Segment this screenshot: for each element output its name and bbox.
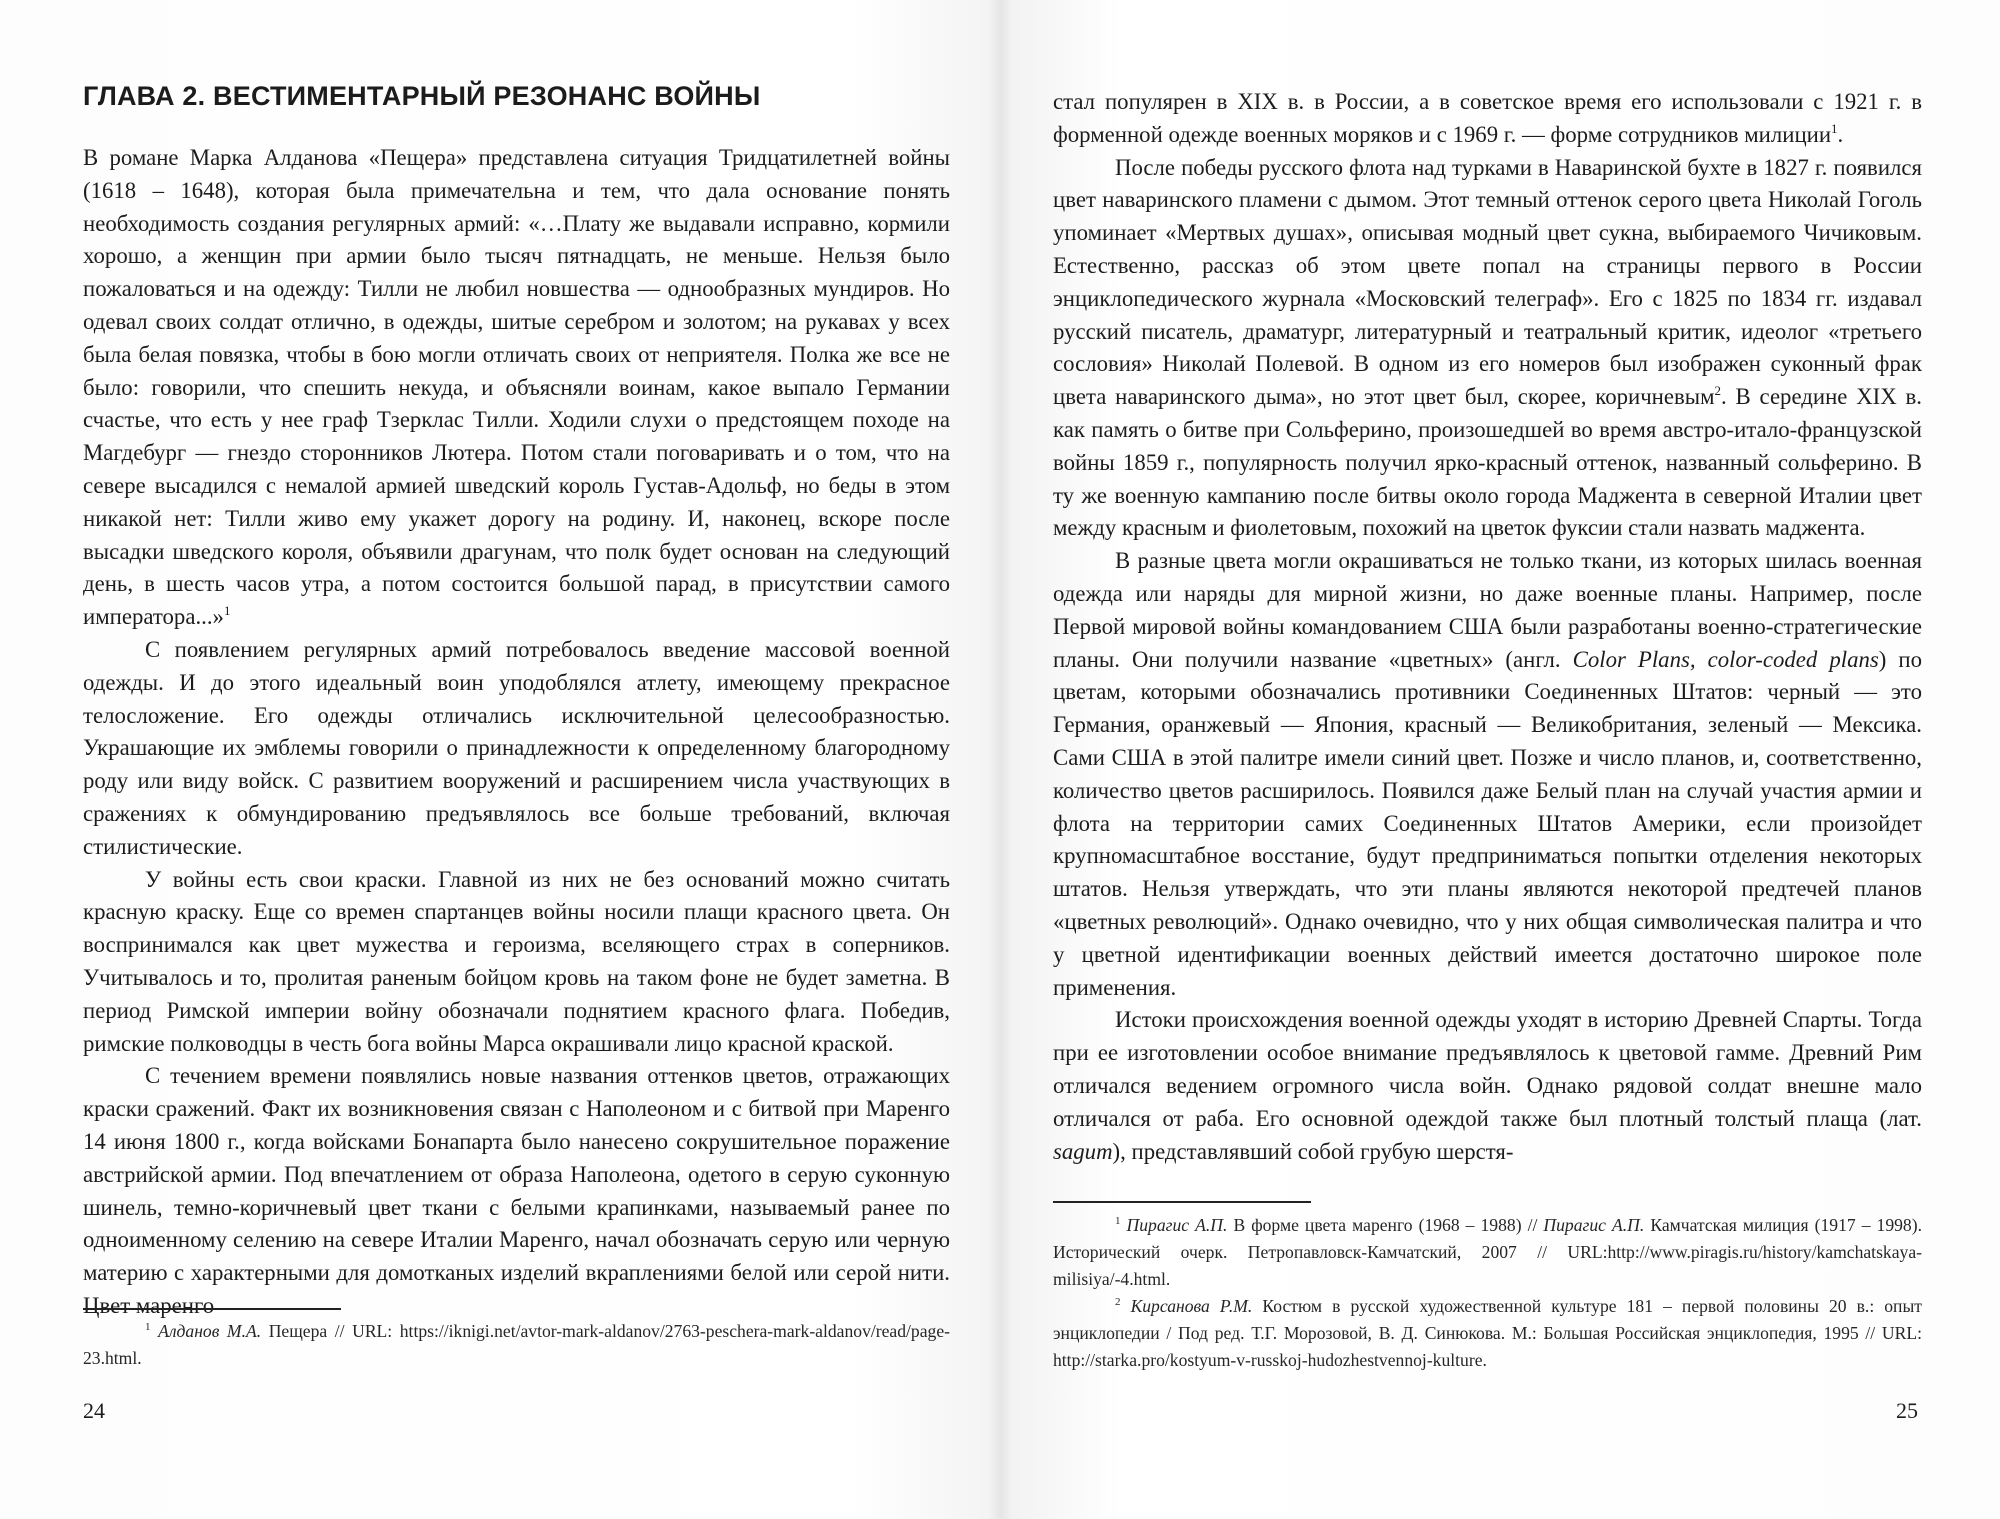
page-number: 25	[1896, 1398, 1918, 1423]
footnote-ref[interactable]: 1	[1831, 120, 1838, 136]
paragraph	[1053, 545, 1922, 1004]
footnote-number: 1	[1115, 1215, 1121, 1227]
paragraph-text: После победы русского флота над турками в Наваринской бухте в 1827 г. появился цвет наваринского пламени с дымом. Этот темный оттенок серого цвета Николай Гоголь упоминает «Мертвых душах», описывая модный цвет сукна, выбираемого Чичиковым. Естественно, рассказ об этом цвете попал на страницы первого в России энциклопедического журнала «Московский телеграф». Его с 1825 по 1834 гг. издавал русский писатель, драматург, литературный и театральный критик, идеолог «третьего сословия» Николай Полевой. В одном из его номеров был изображен суконный фрак цвета наваринского дыма», но этот цвет был, скорее, коричневым	[1053, 154, 1922, 410]
right-page-body	[1053, 86, 1922, 1168]
footnotes	[83, 1318, 950, 1372]
left-page-body	[83, 142, 950, 1323]
page-number: 24	[83, 1398, 105, 1423]
footnote-text: Пещера // URL: https://iknigi.net/avtor-mark-aldanov/2763-peschera-mark-aldanov/read/page-23.html.	[83, 1321, 950, 1368]
footnote	[1053, 1212, 1922, 1293]
footnote-author: Кирсанова Р.М.	[1130, 1296, 1253, 1316]
paragraph-text: стал популярен в XIX в. в России, а в советское время его использовали с 1921 г. в форменной одежде военных моряков и с 1969 г. — форме сотрудников милиции	[1053, 89, 1922, 147]
italic-term: Color Plans, color-coded plans	[1572, 646, 1879, 672]
paragraph-text: В романе Марка Алданова «Пещера» представлена ситуация Тридцатилетней войны (1618 – 1648), которая была примечательна и тем, что дала основание понять необходимость создания регулярных армий: «…Плату же выдавали исправно, кормили хорошо, а женщин при армии было тысяч пятнадцать, не меньше. Нельзя было пожаловаться и на одежду: Тилли не любил новшества — однообразных мундиров. Но одевал своих солдат отлично, в одежды, шитые серебром и золотом; на рукавах у всех была белая повязка, чтобы в бою могли отличать своих от неприятеля. Полка же все не было: говорили, что спешить некуда, и объясняли воинам, какое выпало Германии счастье, что есть у нее граф Тзерклас Тилли. Ходили слухи о предстоящем походе на Магдебург — гнездо сторонников Лютера. Потом стали поговаривать и о том, что на севере высадился с немалой армией шведский король Густав-Адольф, но беды в этом никакой нет: Тилли живо ему укажет дорогу на родину. И, наконец, вскоре после высадки шведского короля, объявили драгунам, что полк будет основан на следующий день, в шесть часов утра, а потом состоится большой парад, в присутствии самого императора...»	[83, 145, 950, 630]
paragraph	[83, 142, 950, 634]
right-page	[1000, 0, 2000, 1519]
footnote-ref[interactable]: 2	[1714, 383, 1722, 399]
paragraph-text: В разные цвета могли окрашиваться не только ткани, из которых шилась военная одежда или наряды для мирной жизни, но даже военные планы. Например, после Первой мировой войны командованием США были разработаны военно-стратегические планы. Они получили название «цветных» (англ.	[1053, 548, 1922, 672]
footnote-divider	[1053, 1201, 1311, 1203]
paragraph-text: .	[1837, 121, 1844, 147]
footnote-ref[interactable]: 1	[223, 603, 231, 619]
footnote-author: Алданов М.А.	[158, 1321, 262, 1341]
footnote-number: 2	[1115, 1296, 1121, 1308]
paragraph	[1053, 152, 1922, 546]
footnotes	[1053, 1212, 1922, 1374]
paragraph-text: ), представлявший собой грубую шерстя-	[1112, 1138, 1514, 1164]
paragraph: С появлением регулярных армий потребовалось введение массовой военной одежды. И до этого идеальный воин уподоблялся атлету, имеющему прекрасное телосложение. Его одежды отличались исключительной целесообразностью. Украшающие их эмблемы говорили о принадлежности к определенному благородному роду или виду войск. С развитием вооружений и расширением числа участвующих в сражениях к обмундированию предъявлялось все больше требований, включая стилистические.	[83, 636, 950, 859]
footnote	[83, 1318, 950, 1372]
footnote	[1053, 1293, 1922, 1374]
footnote-divider	[83, 1308, 341, 1310]
paragraph	[1053, 1004, 1922, 1168]
paragraph-text: ) по цветам, которыми обозначались противники Соединенных Штатов: черный — это Германия, оранжевый — Япония, красный — Великобритания, зеленый — Мексика. Сами США в этой палитре имели синий цвет. Позже и число планов, и, соответственно, количество цветов расширилось. Появился даже Белый план на случай участия армии и флота на территории самих Соединенных Штатов Америки, если произойдет крупномасштабное восстание, будут предприниматься попытки отделения некоторых штатов. Нельзя утверждать, что эти планы являются некоторой предтечей планов «цветных революций». Однако очевидно, что у них общая символическая палитра и что у цветной идентификации военных действий имеется достаточно широкое поле применения.	[1053, 646, 1922, 1000]
paragraph	[1053, 86, 1922, 152]
footnote-author: Пирагис А.П.	[1126, 1215, 1228, 1235]
footnote-text: В форме цвета маренго (1968 – 1988) //	[1227, 1215, 1544, 1235]
footnote-author: Пирагис А.П.	[1543, 1215, 1645, 1235]
paragraph-text: Истоки происхождения военной одежды уходят в историю Древней Спарты. Тогда при ее изготовлении особое внимание предъявлялось к цветовой гамме. Древний Рим отличался ведением огромного числа войн. Однако рядовой солдат внешне мало отличался от раба. Его основной одеждой также был плотный толстый плаща (лат.	[1053, 1007, 1922, 1131]
italic-term: sagum	[1053, 1138, 1113, 1164]
paragraph: У войны есть свои краски. Главной из них не без оснований можно считать красную краску. Еще со времен спартанцев войны носили плащи красного цвета. Он воспринимался как цвет мужества и героизма, вселяющего страх в соперников. Учитывалось и то, пролитая раненым бойцом кровь на таком фоне не будет заметна. В период Римской империи войну обозначали поднятием красного флага. Победив, римские полководцы в честь бога войны Марса окрашивали лицо красной краской.	[83, 866, 950, 1056]
footnote-text: Камчатская милиция (1917 – 1998). Исторический очерк. Петропавловск-Камчатский, 2007 // URL:http://www.piragis.ru/history/kamchatskaya-milisiya/-4.html.	[1053, 1215, 1922, 1289]
chapter-title: ГЛАВА 2. ВЕСТИМЕНТАРНЫЙ РЕЗОНАНС ВОЙНЫ	[83, 81, 761, 111]
footnote-number: 1	[145, 1321, 151, 1333]
footnote-text: Костюм в русской художественной культуре 181 – первой половины 20 в.: опыт энциклопедии / Под ред. Т.Г. Морозовой, В. Д. Синюкова. М.: Большая Российская энциклопедия, 1995 // URL: http://starka.pro/kostyum-v-russkoj-hudozhestvennoj-kulture.	[1053, 1296, 1922, 1370]
paragraph-text: . В середине XIX в. как память о битве при Сольферино, произошедшей во время австро-итало-французской войны 1859 г., популярность получил ярко-красный оттенок, названный сольферино. В ту же военную кампанию после битвы около города Маджента в северной Италии цвет между красным и фиолетовым, похожий на цветок фуксии стали назвать маджента.	[1053, 384, 1922, 541]
paragraph: С течением времени появлялись новые названия оттенков цветов, отражающих краски сражений. Факт их возникновения связан с Наполеоном и с битвой при Маренго 14 июня 1800 г., когда войсками Бонапарта было нанесено сокрушительное поражение австрийской армии. Под впечатлением от образа Наполеона, одетого в серую суконную шинель, темно-коричневый цвет ткани с белыми крапинками, называемый ранее по одноименному селению на севере Италии Маренго, начал обозначать серую или черную материю с характерными для домотканых изделий вкраплениями белой или серой нити. Цвет маренго	[83, 1063, 950, 1318]
